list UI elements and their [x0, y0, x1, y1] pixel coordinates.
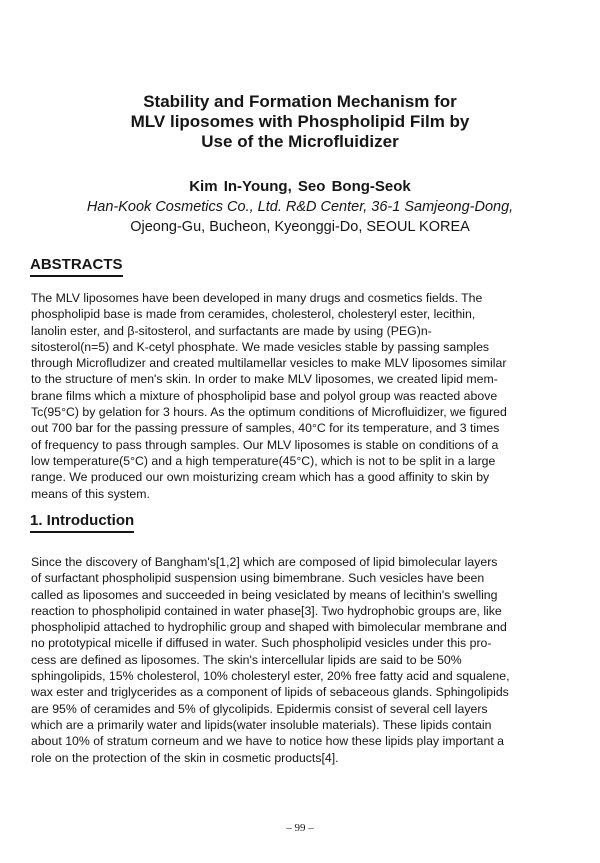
abstract-line: out 700 bar for the passing pressure of samples, 40°C for its temperature, and 3 times: [31, 421, 500, 436]
abstract-line: phospholipid base is made from ceramides, cholesterol, cholesteryl ester, lecithin,: [31, 307, 476, 322]
abstract-line: to the structure of men's skin. In order to make MLV liposomes, we created lipid mem-: [31, 372, 498, 387]
title-line: Use of the Microfluidizer: [201, 132, 399, 151]
abstract-line: low temperature(5°C) and a high temperature(45°C), which is not to be split in a large: [31, 453, 496, 468]
title-line: Stability and Formation Mechanism for: [143, 92, 457, 111]
abstract-heading-text: ABSTRACTS: [30, 256, 123, 277]
abstract-line: Tc(95°C) by gelation for 3 hours. As the optimum conditions of Microfluidizer, we figured: [31, 405, 507, 420]
abstract-line: range. We produced our own moisturizing cream which has a good affinity to skin by: [31, 470, 490, 485]
introduction-line: of surfactant phospholipid suspension using bimembrane. Such vesicles have been: [31, 571, 485, 586]
introduction-line: about 10% of stratum corneum and we have to notice how these lipids play important a: [31, 734, 505, 749]
authors: Kim In-Young, Seo Bong-Seok: [189, 178, 411, 195]
abstract-line: through Microfludizer and created multilamellar vesicles to make MLV liposomes similar: [31, 356, 507, 371]
abstract-line: of frequency to pass through samples. Our MLV liposomes is stable on conditions of a: [31, 437, 499, 452]
abstract-line: brane films which a mixture of phospholipid base and polyol group was reacted above: [31, 388, 498, 403]
introduction-heading-text: 1. Introduction: [30, 512, 134, 533]
introduction-line: reaction to phospholipid contained in water phase[3]. Two hydrophobic groups are, like: [31, 603, 502, 618]
introduction-line: called as liposomes and succeeded in being vesiclated by means of lecithin's swelling: [31, 587, 498, 602]
paper-title: [60, 92, 540, 152]
introduction-line: Since the discovery of Bangham's[1,2] which are composed of lipid bimolecular layers: [31, 555, 498, 569]
abstract-line: means of this system.: [31, 486, 150, 501]
introduction-line: no prototypical micelle if diffused in water. Such phospholipid vesicles under this pro-: [31, 636, 492, 651]
introduction-line: phospholipid attached to hydrophilic group and shaped with bimolecular membrane and: [31, 620, 507, 635]
abstract-line: lanolin ester, and β-sitosterol, and surfactants are made by using (PEG)n-: [31, 323, 432, 338]
introduction-line: which are a primarily water and lipids(water insoluble materials). These lipids contain: [31, 717, 492, 732]
abstract-body: [31, 290, 571, 502]
introduction-line: are 95% of ceramides and 5% of glycolipids. Epidermis consist of several cell layers: [31, 701, 488, 716]
affiliation-line: Han-Kook Cosmetics Co., Ltd. R&D Center, 36-1 Samjeong-Dong,: [86, 199, 514, 215]
title-line: MLV liposomes with Phospholipid Film by: [130, 112, 470, 131]
abstract-line: sitosterol(n=5) and K-cetyl phosphate. We made vesicles stable by passing samples: [31, 339, 490, 354]
page-number: – 99 –: [286, 822, 314, 834]
introduction-heading: [30, 512, 134, 533]
abstract-line: The MLV liposomes have been developed in many drugs and cosmetics fields. The: [31, 291, 483, 305]
abstract-heading: [30, 256, 123, 277]
introduction-body: [31, 554, 571, 766]
introduction-line: cess are defined as liposomes. The skin's intercellular lipids are said to be 50%: [31, 652, 462, 667]
affiliation: [30, 197, 570, 237]
introduction-line: wax ester and triglycerides as a component of lipids of sebaceous glands. Sphingolipids: [31, 685, 509, 700]
affiliation-line: Ojeong-Gu, Bucheon, Kyeonggi-Do, SEOUL KOREA: [130, 219, 470, 235]
introduction-line: sphingolipids, 15% cholesterol, 10% cholesteryl ester, 20% free fatty acid and squalene,: [31, 669, 510, 684]
introduction-line: role on the protection of the skin in cosmetic products[4].: [31, 750, 339, 765]
